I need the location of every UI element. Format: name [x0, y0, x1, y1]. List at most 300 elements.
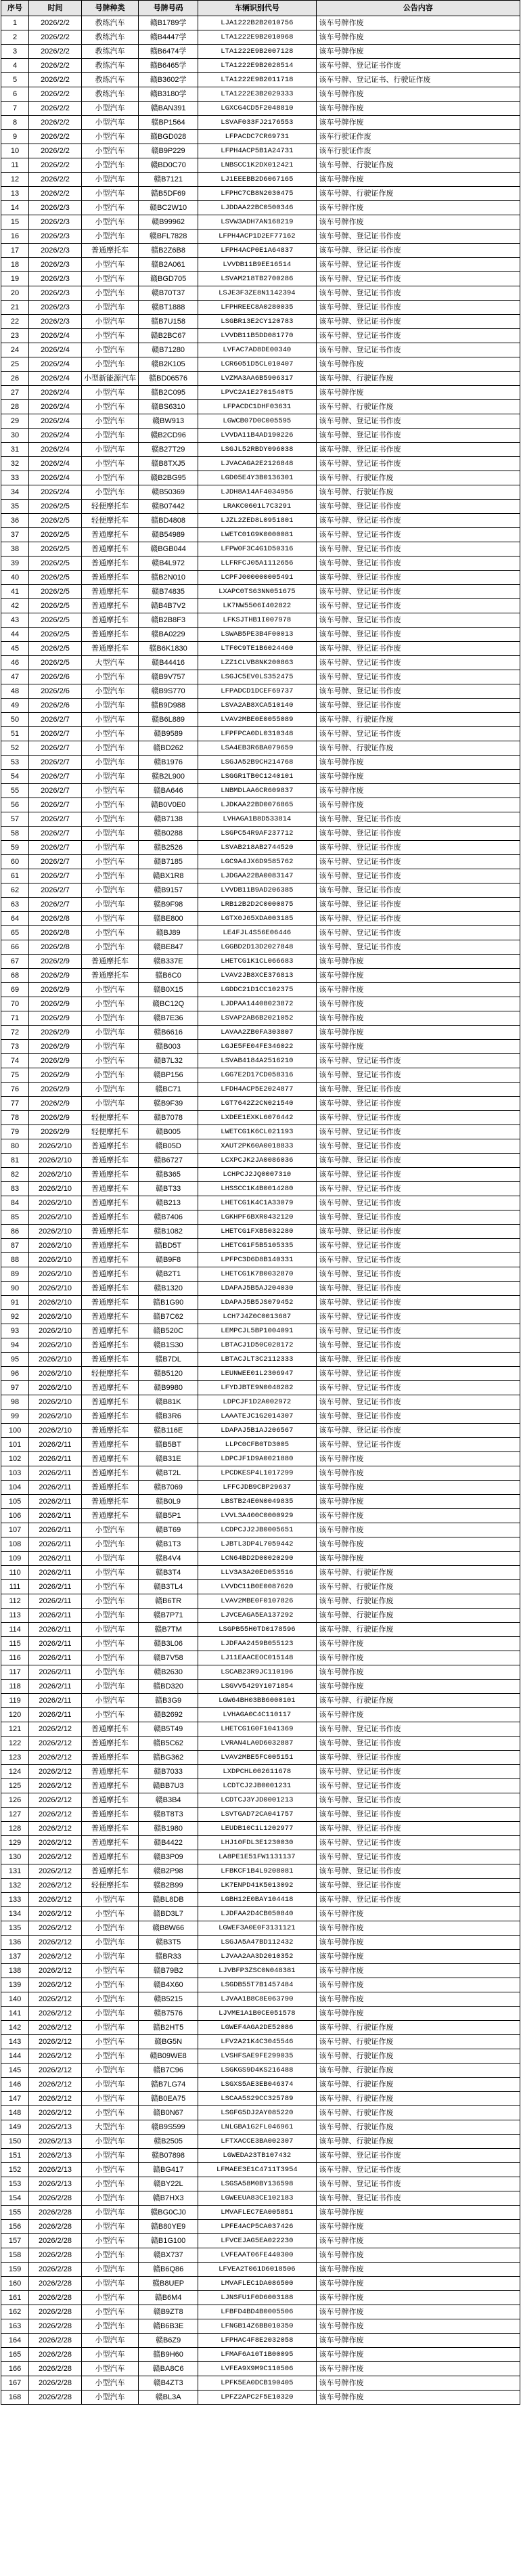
table-row [1, 855, 520, 869]
cell-vin: LFPH4ACP0E1A64837 [198, 244, 316, 258]
cell-plate-type: 普通摩托车 [81, 1836, 138, 1850]
cell-plate-number: 赣BT33 [139, 1182, 198, 1196]
cell-plate-number: 赣B2526 [139, 841, 198, 855]
cell-plate-number: 赣B3P09 [139, 1850, 198, 1864]
table-row [1, 1068, 520, 1083]
cell-date: 2026/2/10 [29, 1154, 82, 1168]
cell-serial: 53 [1, 756, 29, 770]
cell-plate-type: 教练汽车 [81, 87, 138, 102]
cell-vin: LJVAA2AA3D2010352 [198, 1950, 316, 1964]
cell-date: 2026/2/12 [29, 1850, 82, 1864]
cell-notice: 该车号牌、登记证书作废 [316, 1822, 520, 1836]
cell-date: 2026/2/11 [29, 1537, 82, 1552]
cell-vin: LWETCG1K6CL021193 [198, 1125, 316, 1139]
cell-vin: LFBKCF1B4L9208081 [198, 1864, 316, 1879]
cell-plate-number: 赣BA8C6 [139, 2362, 198, 2376]
cell-plate-type: 小型汽车 [81, 2291, 138, 2305]
cell-serial: 27 [1, 386, 29, 400]
cell-vin: LFVEA2T061D6018506 [198, 2263, 316, 2277]
table-row [1, 741, 520, 756]
cell-date: 2026/2/12 [29, 1808, 82, 1822]
cell-vin: LVVDB11B5DD081770 [198, 329, 316, 343]
cell-plate-type: 小型汽车 [81, 230, 138, 244]
cell-vin: LVSHFSAE9FE299035 [198, 2049, 316, 2064]
cell-plate-type: 小型汽车 [81, 841, 138, 855]
cell-serial: 61 [1, 869, 29, 883]
cell-notice: 该车号牌、登记证书作废 [316, 2177, 520, 2191]
cell-plate-number: 赣B3T4 [139, 1566, 198, 1580]
cell-plate-number: 赣BAN391 [139, 102, 198, 116]
cell-date: 2026/2/2 [29, 59, 82, 73]
table-row [1, 756, 520, 770]
cell-vin: LNLGBA1G2FL046961 [198, 2120, 316, 2135]
cell-date: 2026/2/10 [29, 1225, 82, 1239]
cell-vin: LJDKAA22BD0076865 [198, 798, 316, 812]
cell-plate-number: 赣B7406 [139, 1210, 198, 1225]
table-row [1, 1438, 520, 1452]
cell-date: 2026/2/5 [29, 571, 82, 585]
table-row [1, 912, 520, 926]
cell-vin: LHETCG1G0F1041369 [198, 1722, 316, 1737]
cell-plate-type: 教练汽车 [81, 59, 138, 73]
cell-serial: 30 [1, 429, 29, 443]
cell-vin: LSGSA58M0BY136598 [198, 2177, 316, 2191]
cell-vin: LSGBR13E2CY120783 [198, 315, 316, 329]
cell-vin: LFPW0F3C4G1D50316 [198, 542, 316, 556]
cell-vin: LSCAA5S29CC325789 [198, 2092, 316, 2106]
cell-notice: 该车号牌、登记证书作废 [316, 59, 520, 73]
cell-vin: LJVACAGA2E2126848 [198, 457, 316, 471]
cell-date: 2026/2/3 [29, 258, 82, 272]
cell-notice: 该车号牌、登记证书作废 [316, 556, 520, 571]
cell-date: 2026/2/3 [29, 230, 82, 244]
cell-serial: 23 [1, 329, 29, 343]
table-row [1, 1694, 520, 1708]
cell-plate-number: 赣B4447学 [139, 30, 198, 45]
cell-plate-type: 小型汽车 [81, 1936, 138, 1950]
table-body [1, 16, 520, 2405]
table-row [1, 2106, 520, 2120]
cell-plate-number: 赣B3TL4 [139, 1580, 198, 1594]
table-row [1, 471, 520, 485]
cell-serial: 80 [1, 1139, 29, 1154]
cell-date: 2026/2/28 [29, 2319, 82, 2334]
cell-date: 2026/2/12 [29, 1864, 82, 1879]
cell-notice: 该车号牌、行驶证作废 [316, 1594, 520, 1609]
cell-date: 2026/2/11 [29, 1466, 82, 1481]
cell-serial: 97 [1, 1381, 29, 1395]
cell-notice: 该车号牌作废 [316, 1907, 520, 1921]
table-row [1, 969, 520, 983]
cell-serial: 132 [1, 1879, 29, 1893]
cell-notice: 该车号牌作废 [316, 756, 520, 770]
cell-vin: LFPFPCA0DL0310348 [198, 727, 316, 741]
cell-notice: 该车号牌作废 [316, 2007, 520, 2021]
table-row [1, 1850, 520, 1864]
cell-serial: 35 [1, 500, 29, 514]
cell-notice: 该车号牌、登记证书作废 [316, 1424, 520, 1438]
table-row [1, 2007, 520, 2021]
table-row [1, 272, 520, 286]
cell-serial: 159 [1, 2263, 29, 2277]
cell-plate-type: 小型汽车 [81, 130, 138, 144]
cell-date: 2026/2/12 [29, 1793, 82, 1808]
table-row [1, 2291, 520, 2305]
cell-plate-number: 赣B2630 [139, 1665, 198, 1680]
cell-plate-type: 小型汽车 [81, 741, 138, 756]
cell-plate-number: 赣B2K105 [139, 357, 198, 372]
cell-serial: 89 [1, 1267, 29, 1282]
cell-plate-type: 普通摩托车 [81, 1495, 138, 1509]
cell-plate-number: 赣B4L972 [139, 556, 198, 571]
cell-date: 2026/2/9 [29, 1011, 82, 1026]
cell-vin: LCHPCJ2JQ0007310 [198, 1168, 316, 1182]
table-row [1, 1495, 520, 1509]
table-row [1, 386, 520, 400]
cell-date: 2026/2/11 [29, 1694, 82, 1708]
cell-vin: LWETC01G9K0000081 [198, 528, 316, 542]
table-row [1, 684, 520, 699]
table-row [1, 173, 520, 187]
cell-date: 2026/2/7 [29, 883, 82, 898]
cell-vin: LSVAP2AB6B2021052 [198, 1011, 316, 1026]
cell-date: 2026/2/12 [29, 1936, 82, 1950]
cell-serial: 81 [1, 1154, 29, 1168]
cell-plate-type: 小型汽车 [81, 272, 138, 286]
cell-plate-number: 赣B4V4 [139, 1552, 198, 1566]
cell-notice: 该车号牌、登记证书作废 [316, 1282, 520, 1296]
cell-date: 2026/2/2 [29, 102, 82, 116]
cell-serial: 43 [1, 613, 29, 628]
cell-plate-number: 赣B6M4 [139, 2291, 198, 2305]
cell-plate-type: 小型汽车 [81, 2305, 138, 2319]
table-row [1, 1310, 520, 1324]
cell-notice: 该车号牌作废 [316, 2220, 520, 2234]
cell-date: 2026/2/12 [29, 2049, 82, 2064]
cell-plate-number: 赣BD5T [139, 1239, 198, 1253]
cell-date: 2026/2/28 [29, 2391, 82, 2405]
cell-plate-type: 教练汽车 [81, 73, 138, 87]
cell-plate-type: 小型汽车 [81, 2234, 138, 2248]
cell-plate-type: 小型汽车 [81, 158, 138, 173]
cell-date: 2026/2/11 [29, 1438, 82, 1452]
cell-plate-type: 小型汽车 [81, 2049, 138, 2064]
cell-serial: 124 [1, 1765, 29, 1779]
table-row [1, 1609, 520, 1623]
cell-plate-type: 小型汽车 [81, 699, 138, 713]
cell-date: 2026/2/10 [29, 1182, 82, 1196]
cell-notice: 该车号牌、登记证书作废 [316, 1097, 520, 1111]
cell-notice: 该车号牌作废 [316, 87, 520, 102]
table-row [1, 1537, 520, 1552]
cell-date: 2026/2/5 [29, 542, 82, 556]
cell-plate-type: 普通摩托车 [81, 1210, 138, 1225]
table-row [1, 955, 520, 969]
table-row [1, 116, 520, 130]
cell-serial: 24 [1, 343, 29, 357]
cell-plate-number: 赣B7DL [139, 1353, 198, 1367]
cell-notice: 该车号牌、登记证书作废 [316, 329, 520, 343]
cell-plate-number: 赣B1082 [139, 1225, 198, 1239]
cell-plate-number: 赣BY22L [139, 2177, 198, 2191]
cell-notice: 该车号牌、登记证书作废 [316, 244, 520, 258]
cell-serial: 84 [1, 1196, 29, 1210]
cell-notice: 该车号牌作废 [316, 2348, 520, 2362]
cell-plate-number: 赣B5P1 [139, 1509, 198, 1523]
cell-notice: 该车号牌、登记证书作废 [316, 315, 520, 329]
cell-notice: 该车号牌、登记证书作废 [316, 1410, 520, 1424]
table-row [1, 1125, 520, 1139]
cell-vin: LK7NW5506I402822 [198, 599, 316, 613]
cell-vin: LSGJA5A47BD112432 [198, 1936, 316, 1950]
cell-plate-number: 赣BD4808 [139, 514, 198, 528]
cell-date: 2026/2/2 [29, 45, 82, 59]
cell-plate-number: 赣B07442 [139, 500, 198, 514]
cell-vin: LJVME1A1B0CE051578 [198, 2007, 316, 2021]
cell-serial: 5 [1, 73, 29, 87]
table-row [1, 457, 520, 471]
cell-date: 2026/2/5 [29, 599, 82, 613]
cell-serial: 163 [1, 2319, 29, 2334]
table-row [1, 1168, 520, 1182]
cell-serial: 119 [1, 1694, 29, 1708]
cell-plate-number: 赣B1T3 [139, 1537, 198, 1552]
cell-date: 2026/2/9 [29, 997, 82, 1011]
cell-serial: 12 [1, 173, 29, 187]
cell-notice: 该车号牌作废 [316, 1040, 520, 1054]
cell-notice: 该车号牌、登记证书作废 [316, 2163, 520, 2177]
cell-plate-number: 赣B3602学 [139, 73, 198, 87]
cell-vin: LFBFD4BD4B0005506 [198, 2305, 316, 2319]
table-row [1, 1026, 520, 1040]
cell-date: 2026/2/6 [29, 699, 82, 713]
cell-plate-number: 赣BG417 [139, 2163, 198, 2177]
cell-vin: LSGKGS9D4KS216488 [198, 2064, 316, 2078]
cell-vin: LHSSCC1K4B0014280 [198, 1182, 316, 1196]
cell-plate-number: 赣B2B8F3 [139, 613, 198, 628]
table-row [1, 670, 520, 684]
cell-notice: 该车号牌、登记证书作废 [316, 869, 520, 883]
cell-vin: LHETCG1F5B5105335 [198, 1239, 316, 1253]
cell-plate-type: 小型汽车 [81, 2376, 138, 2391]
cell-plate-type: 轻便摩托车 [81, 1367, 138, 1381]
cell-plate-number: 赣BC12Q [139, 997, 198, 1011]
cell-notice: 该车号牌、登记证书作废 [316, 1210, 520, 1225]
cell-plate-type: 小型汽车 [81, 1054, 138, 1068]
cell-date: 2026/2/3 [29, 201, 82, 215]
cell-vin: LGWEF4AGA2DE52086 [198, 2021, 316, 2035]
cell-plate-number: 赣B7HX3 [139, 2191, 198, 2206]
cell-vin: LPCDKESP4L1017299 [198, 1466, 316, 1481]
cell-serial: 115 [1, 1637, 29, 1651]
cell-vin: LXDPCHL002611678 [198, 1765, 316, 1779]
cell-plate-type: 普通摩托车 [81, 1452, 138, 1466]
cell-plate-number: 赣B71280 [139, 343, 198, 357]
cell-plate-type: 普通摩托车 [81, 1296, 138, 1310]
table-row [1, 613, 520, 628]
cell-serial: 36 [1, 514, 29, 528]
cell-notice: 该车号牌、登记证书作废 [316, 1338, 520, 1353]
cell-serial: 63 [1, 898, 29, 912]
cell-serial: 102 [1, 1452, 29, 1466]
cell-plate-type: 小型汽车 [81, 457, 138, 471]
cell-plate-type: 小型汽车 [81, 343, 138, 357]
cell-vin: LEUNWEE01L2306947 [198, 1367, 316, 1381]
cell-plate-type: 小型汽车 [81, 784, 138, 798]
cell-plate-type: 小型汽车 [81, 883, 138, 898]
cell-plate-type: 小型汽车 [81, 471, 138, 485]
cell-plate-number: 赣B2T1 [139, 1267, 198, 1282]
cell-serial: 144 [1, 2049, 29, 2064]
cell-date: 2026/2/13 [29, 2120, 82, 2135]
cell-plate-number: 赣B5DF69 [139, 187, 198, 201]
table-row [1, 315, 520, 329]
cell-plate-type: 普通摩托车 [81, 556, 138, 571]
cell-vin: LDAPAJ5B5AJ204030 [198, 1282, 316, 1296]
cell-plate-number: 赣B07898 [139, 2149, 198, 2163]
cell-serial: 58 [1, 827, 29, 841]
cell-vin: XAUT2PK60A0018833 [198, 1139, 316, 1154]
cell-plate-number: 赣B2A061 [139, 258, 198, 272]
cell-plate-number: 赣B1320 [139, 1282, 198, 1296]
cell-vin: LFMAEE3E1C4711T3954 [198, 2163, 316, 2177]
table-row [1, 414, 520, 429]
cell-plate-number: 赣B0X15 [139, 983, 198, 997]
cell-vin: LFPH4ACP1D2EF77162 [198, 230, 316, 244]
cell-serial: 152 [1, 2163, 29, 2177]
header-vin: 车辆识别代号 [198, 1, 316, 16]
table-row [1, 1822, 520, 1836]
cell-vin: LHETCG1FXB5032280 [198, 1225, 316, 1239]
cell-notice: 该车号牌作废 [316, 955, 520, 969]
cell-plate-number: 赣BD3L7 [139, 1907, 198, 1921]
cell-notice: 该车号牌作废 [316, 1921, 520, 1936]
table-row [1, 1737, 520, 1751]
cell-vin: LSA4EB3R6BA079659 [198, 741, 316, 756]
cell-date: 2026/2/10 [29, 1196, 82, 1210]
cell-vin: LPFE4ACP5CA037426 [198, 2220, 316, 2234]
cell-plate-number: 赣BA0229 [139, 628, 198, 642]
table-row [1, 1381, 520, 1395]
cell-date: 2026/2/10 [29, 1381, 82, 1395]
cell-vin: LCDTCJ3YJD0001213 [198, 1793, 316, 1808]
cell-date: 2026/2/11 [29, 1680, 82, 1694]
cell-notice: 该车号牌、登记证书作废 [316, 1267, 520, 1282]
cell-notice: 该车号牌、登记证书作废 [316, 912, 520, 926]
cell-vin: LPFK5EA0DCB190405 [198, 2376, 316, 2391]
cell-plate-type: 小型汽车 [81, 1907, 138, 1921]
cell-date: 2026/2/11 [29, 1580, 82, 1594]
cell-vin: LJZL2ZED8L0951801 [198, 514, 316, 528]
cell-serial: 57 [1, 812, 29, 827]
cell-serial: 40 [1, 571, 29, 585]
cell-vin: LFPHC7CB8N2030475 [198, 187, 316, 201]
cell-date: 2026/2/9 [29, 983, 82, 997]
cell-plate-type: 小型汽车 [81, 1694, 138, 1708]
cell-plate-number: 赣BG0CJ0 [139, 2206, 198, 2220]
cell-plate-number: 赣B4ZT3 [139, 2376, 198, 2391]
cell-plate-type: 大型汽车 [81, 2120, 138, 2135]
cell-date: 2026/2/10 [29, 1282, 82, 1296]
cell-vin: LJDGAA22BA0083147 [198, 869, 316, 883]
cell-serial: 22 [1, 315, 29, 329]
cell-notice: 该车号牌、行驶证作废 [316, 1623, 520, 1637]
cell-date: 2026/2/5 [29, 656, 82, 670]
cell-serial: 4 [1, 59, 29, 73]
cell-date: 2026/2/8 [29, 940, 82, 955]
cell-date: 2026/2/6 [29, 670, 82, 684]
cell-vin: LFPHAC4F8E2032058 [198, 2334, 316, 2348]
cell-serial: 134 [1, 1907, 29, 1921]
table-row [1, 2305, 520, 2319]
cell-plate-number: 赣B0L9 [139, 1495, 198, 1509]
table-row [1, 1836, 520, 1850]
cell-notice: 该车号牌、登记证书作废 [316, 343, 520, 357]
header-plate-number: 号牌号码 [139, 1, 198, 16]
table-row [1, 2035, 520, 2049]
cell-vin: LE4FJL4S56E06446 [198, 926, 316, 940]
cell-notice: 该车号牌作废 [316, 2277, 520, 2291]
cell-notice: 该车号牌、行驶证作废 [316, 187, 520, 201]
cell-date: 2026/2/7 [29, 812, 82, 827]
cell-plate-number: 赣BGB044 [139, 542, 198, 556]
cell-plate-type: 小型汽车 [81, 2391, 138, 2405]
cell-vin: LGD05E4Y3B0136301 [198, 471, 316, 485]
cell-plate-number: 赣B8W66 [139, 1921, 198, 1936]
cell-notice: 该车号牌作废 [316, 1466, 520, 1481]
cell-date: 2026/2/4 [29, 357, 82, 372]
cell-date: 2026/2/4 [29, 329, 82, 343]
cell-vin: LSVTGAD72CA041757 [198, 1808, 316, 1822]
cell-date: 2026/2/7 [29, 855, 82, 869]
table-row [1, 1907, 520, 1921]
cell-serial: 143 [1, 2035, 29, 2049]
cell-notice: 该车号牌、登记证书作废 [316, 642, 520, 656]
table-row [1, 784, 520, 798]
cell-serial: 33 [1, 471, 29, 485]
cell-plate-number: 赣BGD028 [139, 130, 198, 144]
cell-vin: LCXPCJK2JA0086036 [198, 1154, 316, 1168]
cell-serial: 85 [1, 1210, 29, 1225]
cell-vin: LGXCG4CD5F2048810 [198, 102, 316, 116]
cell-vin: LJA1222B2B2010756 [198, 16, 316, 30]
cell-notice: 该车号牌作废 [316, 1509, 520, 1523]
table-row [1, 2049, 520, 2064]
cell-plate-number: 赣BG5N [139, 2035, 198, 2049]
cell-date: 2026/2/5 [29, 528, 82, 542]
cell-vin: LVVDC11B0E0087620 [198, 1580, 316, 1594]
cell-notice: 该车号牌作废 [316, 357, 520, 372]
cell-plate-number: 赣B1789学 [139, 16, 198, 30]
cell-vin: LFNGB14Z6BB010350 [198, 2319, 316, 2334]
cell-date: 2026/2/12 [29, 1964, 82, 1978]
table-row [1, 201, 520, 215]
table-row [1, 1253, 520, 1267]
cell-serial: 14 [1, 201, 29, 215]
cell-notice: 该车号牌作废 [316, 1651, 520, 1665]
cell-date: 2026/2/11 [29, 1566, 82, 1580]
cell-serial: 126 [1, 1793, 29, 1808]
cell-vin: LJ1EEEBB2D6067165 [198, 173, 316, 187]
cell-date: 2026/2/11 [29, 1552, 82, 1566]
cell-notice: 该车号牌作废 [316, 2334, 520, 2348]
cell-date: 2026/2/28 [29, 2263, 82, 2277]
cell-vin: LFVCEJAG5EA022230 [198, 2234, 316, 2248]
cell-serial: 156 [1, 2220, 29, 2234]
cell-plate-type: 小型汽车 [81, 258, 138, 272]
cell-date: 2026/2/9 [29, 955, 82, 969]
cell-date: 2026/2/11 [29, 1609, 82, 1623]
